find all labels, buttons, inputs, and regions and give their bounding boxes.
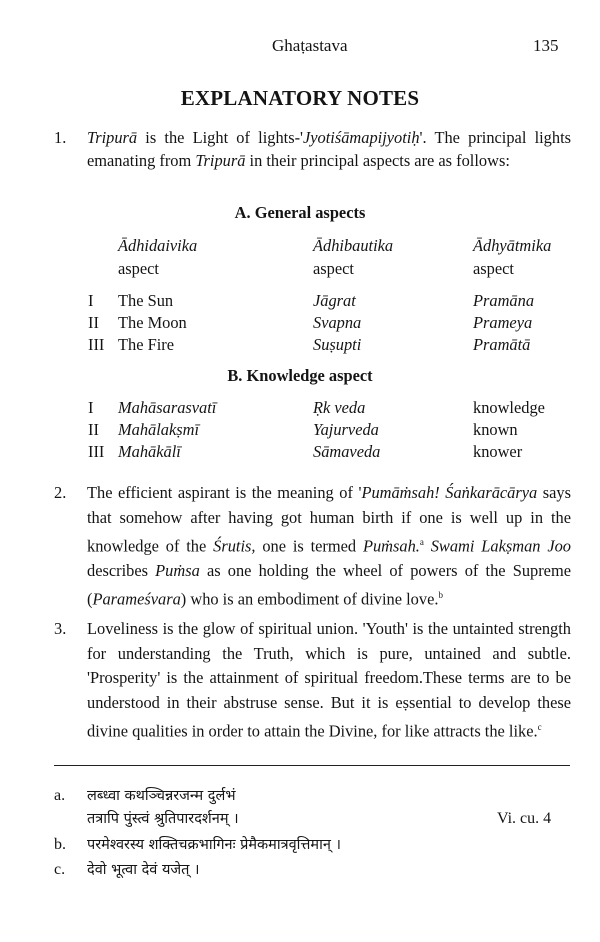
table-cell: Mahākālī (118, 442, 181, 461)
footnote-label: b. (54, 836, 66, 853)
column-header-suffix: aspect (313, 259, 354, 278)
table-cell: Ṛk veda (313, 398, 366, 417)
running-head (0, 36, 600, 58)
text-run: is the Light of lights-' (137, 128, 303, 147)
column-header: Ādhibautika (313, 236, 394, 255)
note-text (87, 617, 571, 744)
row-number: II (88, 313, 99, 332)
column-header-suffix: aspect (118, 259, 159, 278)
column-header: Ādhidaivika (118, 236, 198, 255)
row-number: I (88, 398, 94, 417)
table-cell: knowledge (473, 398, 545, 417)
table-a-header-row (0, 236, 600, 258)
footnote-label: c. (54, 861, 66, 878)
footnote-a-continued (54, 808, 574, 834)
text-run (424, 536, 431, 555)
text-run: Tripurā (87, 128, 138, 147)
note-number: 3. (54, 619, 67, 638)
table-row (0, 398, 600, 420)
text-run: Śrutis, (213, 536, 256, 556)
row-number: III (88, 335, 105, 354)
text-run: in their principal aspects are as follows: (245, 151, 510, 170)
column-header-suffix: aspect (473, 259, 514, 278)
table-cell: Prameya (473, 313, 533, 332)
text-run: Pumāṁsah! Śaṅkarācārya (361, 483, 538, 502)
footnote-reference: Vi. cu. 4 (497, 810, 552, 827)
text-run: Swami Lakṣman Joo (430, 536, 571, 556)
note-text (87, 126, 571, 172)
text-run: Puṁsah. (362, 536, 420, 556)
footnote-marker: b (438, 590, 443, 601)
table-cell: knower (473, 442, 523, 461)
table-cell: The Moon (118, 313, 187, 332)
table-cell: Suṣupti (313, 335, 362, 354)
table-row (0, 313, 600, 335)
footnote-marker: a (419, 537, 424, 547)
footnote-marker: c (537, 722, 542, 732)
text-run: Loveliness is the glow of spiritual union. 'Youth' is the untainted strength for understanding the Truth, which is pure, untained and subtle. 'Prosperity' is the attainment of spiritual freedom.These terms are to be understood in their abstruse sense. But it is eṣsential to develop these divine qualities in order to attain the Divine, for like attracts the like. (87, 619, 571, 741)
text-run: The efficient aspirant is the meaning of ' (87, 483, 362, 502)
table-cell: Pramāna (473, 291, 535, 310)
page-number: 135 (533, 36, 559, 55)
footnote-divider (54, 765, 570, 766)
sanskrit-verse-line: तत्रापि पुंस्त्वं श्रुतिपारदर्शनम् । (87, 811, 239, 827)
table-cell: Mahāsarasvatī (118, 398, 217, 417)
note-number: 1. (54, 128, 67, 147)
row-number: III (88, 442, 105, 461)
text-run: Puṁsa (155, 560, 200, 580)
section-heading: EXPLANATORY NOTES (180, 86, 420, 110)
row-number: II (88, 420, 99, 439)
text-run: Jyotiśāmapijyotiḥ (302, 128, 420, 147)
text-run: says that somehow after having got human birth if one is well up in the knowledge of the (87, 483, 571, 556)
text-run: Tripurā (195, 151, 246, 170)
note-text (87, 481, 571, 612)
text-run: describes (87, 560, 156, 580)
row-number: I (88, 291, 94, 310)
running-head-title: Ghaṭastava (272, 36, 348, 55)
text-run: '. The principal lights emanating from (87, 128, 571, 170)
note-number: 2. (54, 483, 67, 502)
table-cell: Pramātā (473, 335, 531, 354)
table-a-title: A. General aspects (234, 203, 366, 222)
table-cell: The Sun (118, 291, 174, 310)
sanskrit-verse-line: देवो भूत्वा देवं यजेत् । (87, 862, 200, 878)
table-cell: Mahālakṣmī (118, 420, 200, 439)
table-row (0, 291, 600, 313)
text-run: ) who is an embodiment of divine love. (180, 589, 439, 609)
footnote-b (54, 834, 574, 860)
table-cell: Yajurveda (313, 420, 379, 439)
table-cell: Svapna (313, 313, 362, 332)
table-cell: Sāmaveda (313, 442, 381, 461)
sanskrit-verse-line: लब्ध्वा कथञ्चिन्नरजन्म दुर्लभं (87, 788, 236, 804)
table-a-header-row (0, 259, 600, 281)
table-cell: Jāgrat (313, 291, 356, 310)
column-header: Ādhyātmika (473, 236, 552, 255)
text-run: Parameśvara (92, 589, 181, 609)
table-row (0, 442, 600, 464)
text-run: one is termed (255, 536, 363, 556)
table-b-title: B. Knowledge aspect (227, 366, 373, 385)
table-cell: known (473, 420, 518, 439)
footnote-c (54, 859, 574, 885)
footnote-label: a. (54, 787, 66, 804)
sanskrit-verse-line: परमेश्वरस्य शक्तिचक्रभागिनः प्रेमैकमात्रवृत्तिमान् । (87, 837, 342, 853)
table-row (0, 420, 600, 442)
text-run: as one holding the wheel of powers of the Supreme ( (87, 560, 571, 609)
table-row (0, 335, 600, 357)
table-cell: The Fire (118, 335, 174, 354)
